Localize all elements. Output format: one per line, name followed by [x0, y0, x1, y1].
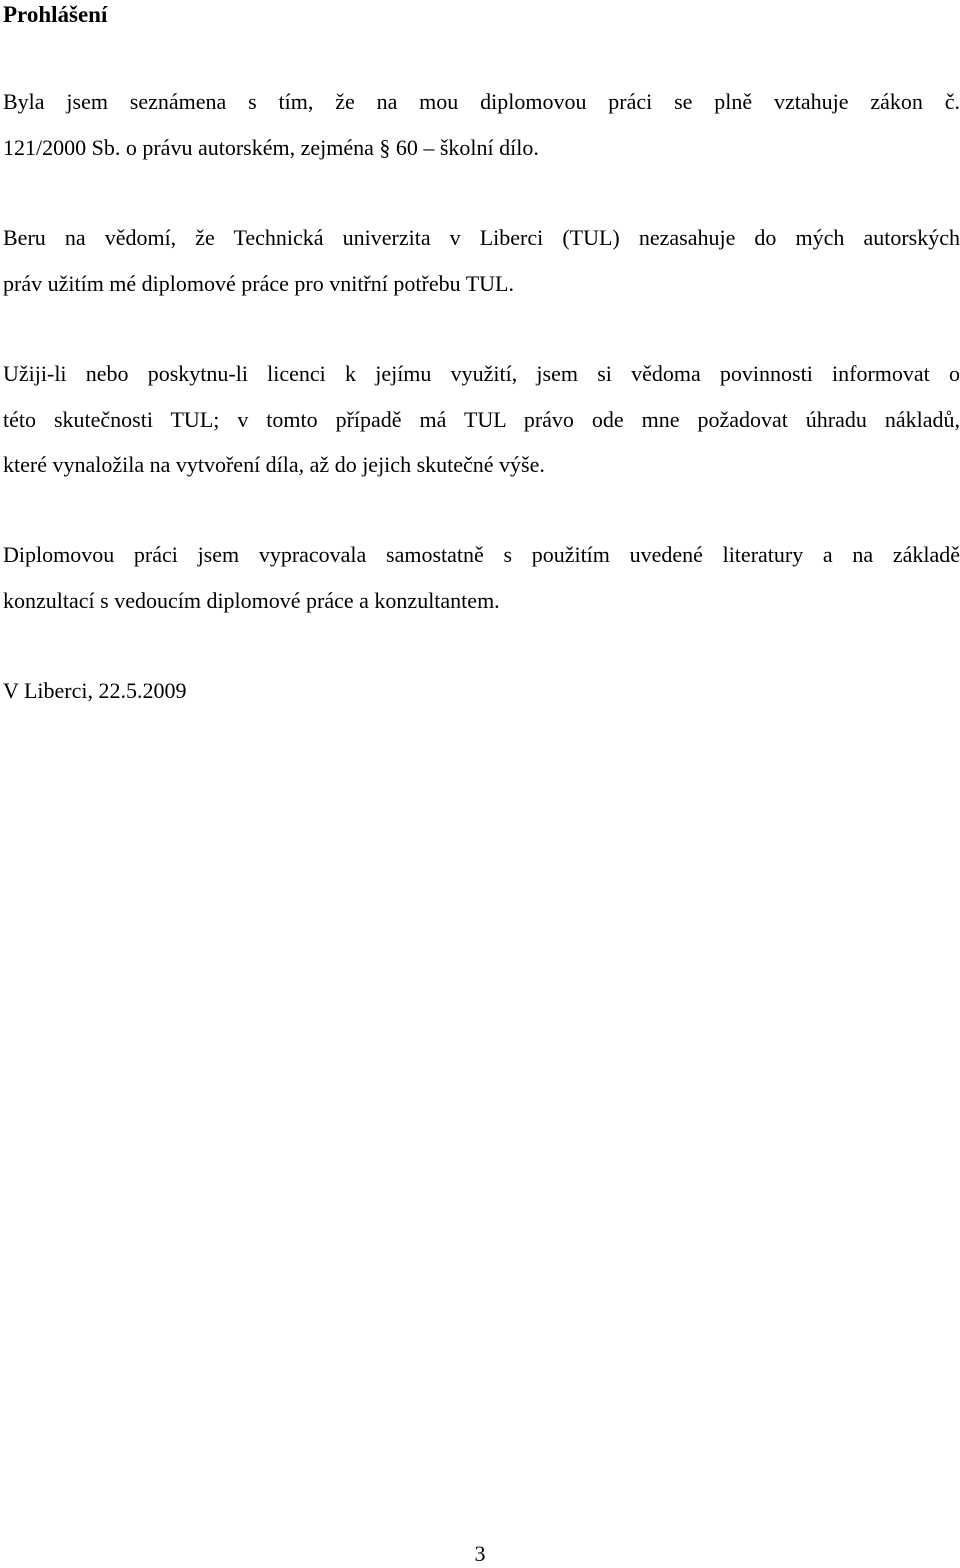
- place-and-date: V Liberci, 22.5.2009: [3, 678, 187, 703]
- paragraph-line: Užiji-li nebo poskytnu-li licenci k jejímu využití, jsem si vědoma povinnosti informovat o: [3, 361, 960, 386]
- paragraph-copyright-law: [3, 79, 960, 170]
- paragraph-line: které vynaložila na vytvoření díla, až do jejich skutečné výše.: [3, 452, 545, 477]
- paragraph-line: této skutečnosti TUL; v tomto případě má TUL právo ode mne požadovat úhradu nákladů,: [3, 406, 960, 432]
- paragraph-line: konzultací s vedoucím diplomové práce a konzultantem.: [3, 587, 500, 613]
- paragraph-line: Beru na vědomí, že Technická univerzita v Liberci (TUL) nezasahuje do mých autorských: [3, 225, 960, 250]
- paragraph-line: Diplomovou práci jsem vypracovala samostatně s použitím uvedené literatury a na základě: [3, 542, 960, 567]
- page-number: 3: [474, 1541, 486, 1566]
- paragraph-independent-work: [3, 532, 960, 623]
- paragraph-line: Byla jsem seznámena s tím, že na mou diplomovou práci se plně vztahuje zákon č.: [3, 89, 960, 114]
- paragraph-line: 121/2000 Sb. o právu autorském, zejména § 60 – školní dílo.: [3, 134, 539, 160]
- page-title: Prohlášení: [3, 2, 108, 27]
- paragraph-line: práv užitím mé diplomové práce pro vnitřní potřebu TUL.: [3, 270, 514, 296]
- paragraph-tul-rights: [3, 215, 960, 306]
- paragraph-license: [3, 351, 960, 488]
